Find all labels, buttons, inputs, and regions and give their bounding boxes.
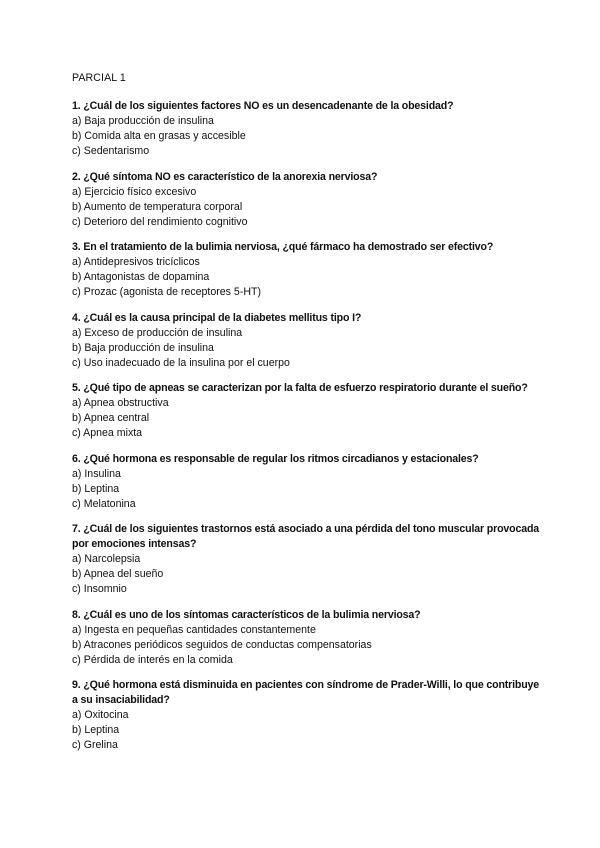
question-1: [72, 99, 542, 159]
question-text: 1. ¿Cuál de los siguientes factores NO es un desencadenante de la obesidad?: [72, 100, 454, 112]
question-4: [72, 311, 542, 371]
question-6: [72, 452, 542, 512]
answer-option: c) Apnea mixta: [72, 427, 143, 439]
answer-option: a) Oxitocina: [72, 709, 129, 721]
answer-option: c) Deterioro del rendimiento cognitivo: [72, 215, 248, 228]
question-text: 7. ¿Cuál de los siguientes trastornos está asociado a una pérdida del tono muscular provocada por emociones intensas?: [72, 523, 540, 550]
answer-option: b) Atracones periódicos seguidos de conductas compensatorias: [72, 638, 372, 651]
answer-option: b) Antagonistas de dopamina: [72, 271, 210, 283]
answer-option: a) Exceso de producción de insulina: [72, 326, 243, 339]
question-text: 6. ¿Qué hormona es responsable de regular los ritmos circadianos y estacionales?: [72, 452, 479, 465]
question-9: [72, 678, 542, 753]
answer-option: b) Apnea central: [72, 412, 150, 424]
question-text: 9. ¿Qué hormona está disminuida en pacientes con síndrome de Prader-Willi, lo que contribuye a su insaciabilidad?: [72, 679, 540, 706]
answer-option: b) Comida alta en grasas y accesible: [72, 130, 246, 142]
answer-option: c) Uso inadecuado de la insulina por el cuerpo: [72, 356, 290, 369]
answer-option: b) Leptina: [72, 482, 120, 495]
document-page: [72, 71, 542, 764]
answer-option: c) Prozac (agonista de receptores 5-HT): [72, 286, 261, 298]
question-8: [72, 608, 542, 668]
answer-option: a) Baja producción de insulina: [72, 115, 214, 127]
question-text: 8. ¿Cuál es uno de los síntomas característicos de la bulimia nerviosa?: [72, 608, 421, 621]
answer-option: c) Grelina: [72, 739, 118, 751]
answer-option: b) Baja producción de insulina: [72, 341, 214, 354]
answer-option: c) Insomnio: [72, 583, 127, 595]
question-text: 5. ¿Qué tipo de apneas se caracterizan por la falta de esfuerzo respiratorio durante el sueño?: [72, 382, 528, 394]
question-2: [72, 170, 542, 230]
answer-option: a) Antidepresivos tricíclicos: [72, 256, 200, 268]
answer-option: a) Ejercicio físico excesivo: [72, 185, 197, 198]
question-text: 4. ¿Cuál es la causa principal de la diabetes mellitus tipo I?: [72, 311, 362, 324]
question-7: [72, 522, 542, 597]
question-list: [72, 99, 542, 753]
question-text: 2. ¿Qué síntoma NO es característico de la anorexia nerviosa?: [72, 170, 378, 183]
question-5: [72, 381, 542, 441]
answer-option: c) Melatonina: [72, 497, 136, 510]
answer-option: c) Pérdida de interés en la comida: [72, 653, 233, 666]
document-title: PARCIAL 1: [72, 72, 126, 84]
question-text: 3. En el tratamiento de la bulimia nerviosa, ¿qué fármaco ha demostrado ser efectivo?: [72, 241, 494, 253]
answer-option: b) Leptina: [72, 724, 120, 736]
answer-option: c) Sedentarismo: [72, 145, 150, 157]
answer-option: a) Narcolepsia: [72, 553, 141, 565]
answer-option: b) Aumento de temperatura corporal: [72, 200, 243, 213]
answer-option: a) Apnea obstructiva: [72, 397, 169, 409]
answer-option: a) Ingesta en pequeñas cantidades constantemente: [72, 623, 316, 636]
answer-option: b) Apnea del sueño: [72, 568, 164, 580]
question-3: [72, 240, 542, 300]
answer-option: a) Insulina: [72, 467, 121, 480]
